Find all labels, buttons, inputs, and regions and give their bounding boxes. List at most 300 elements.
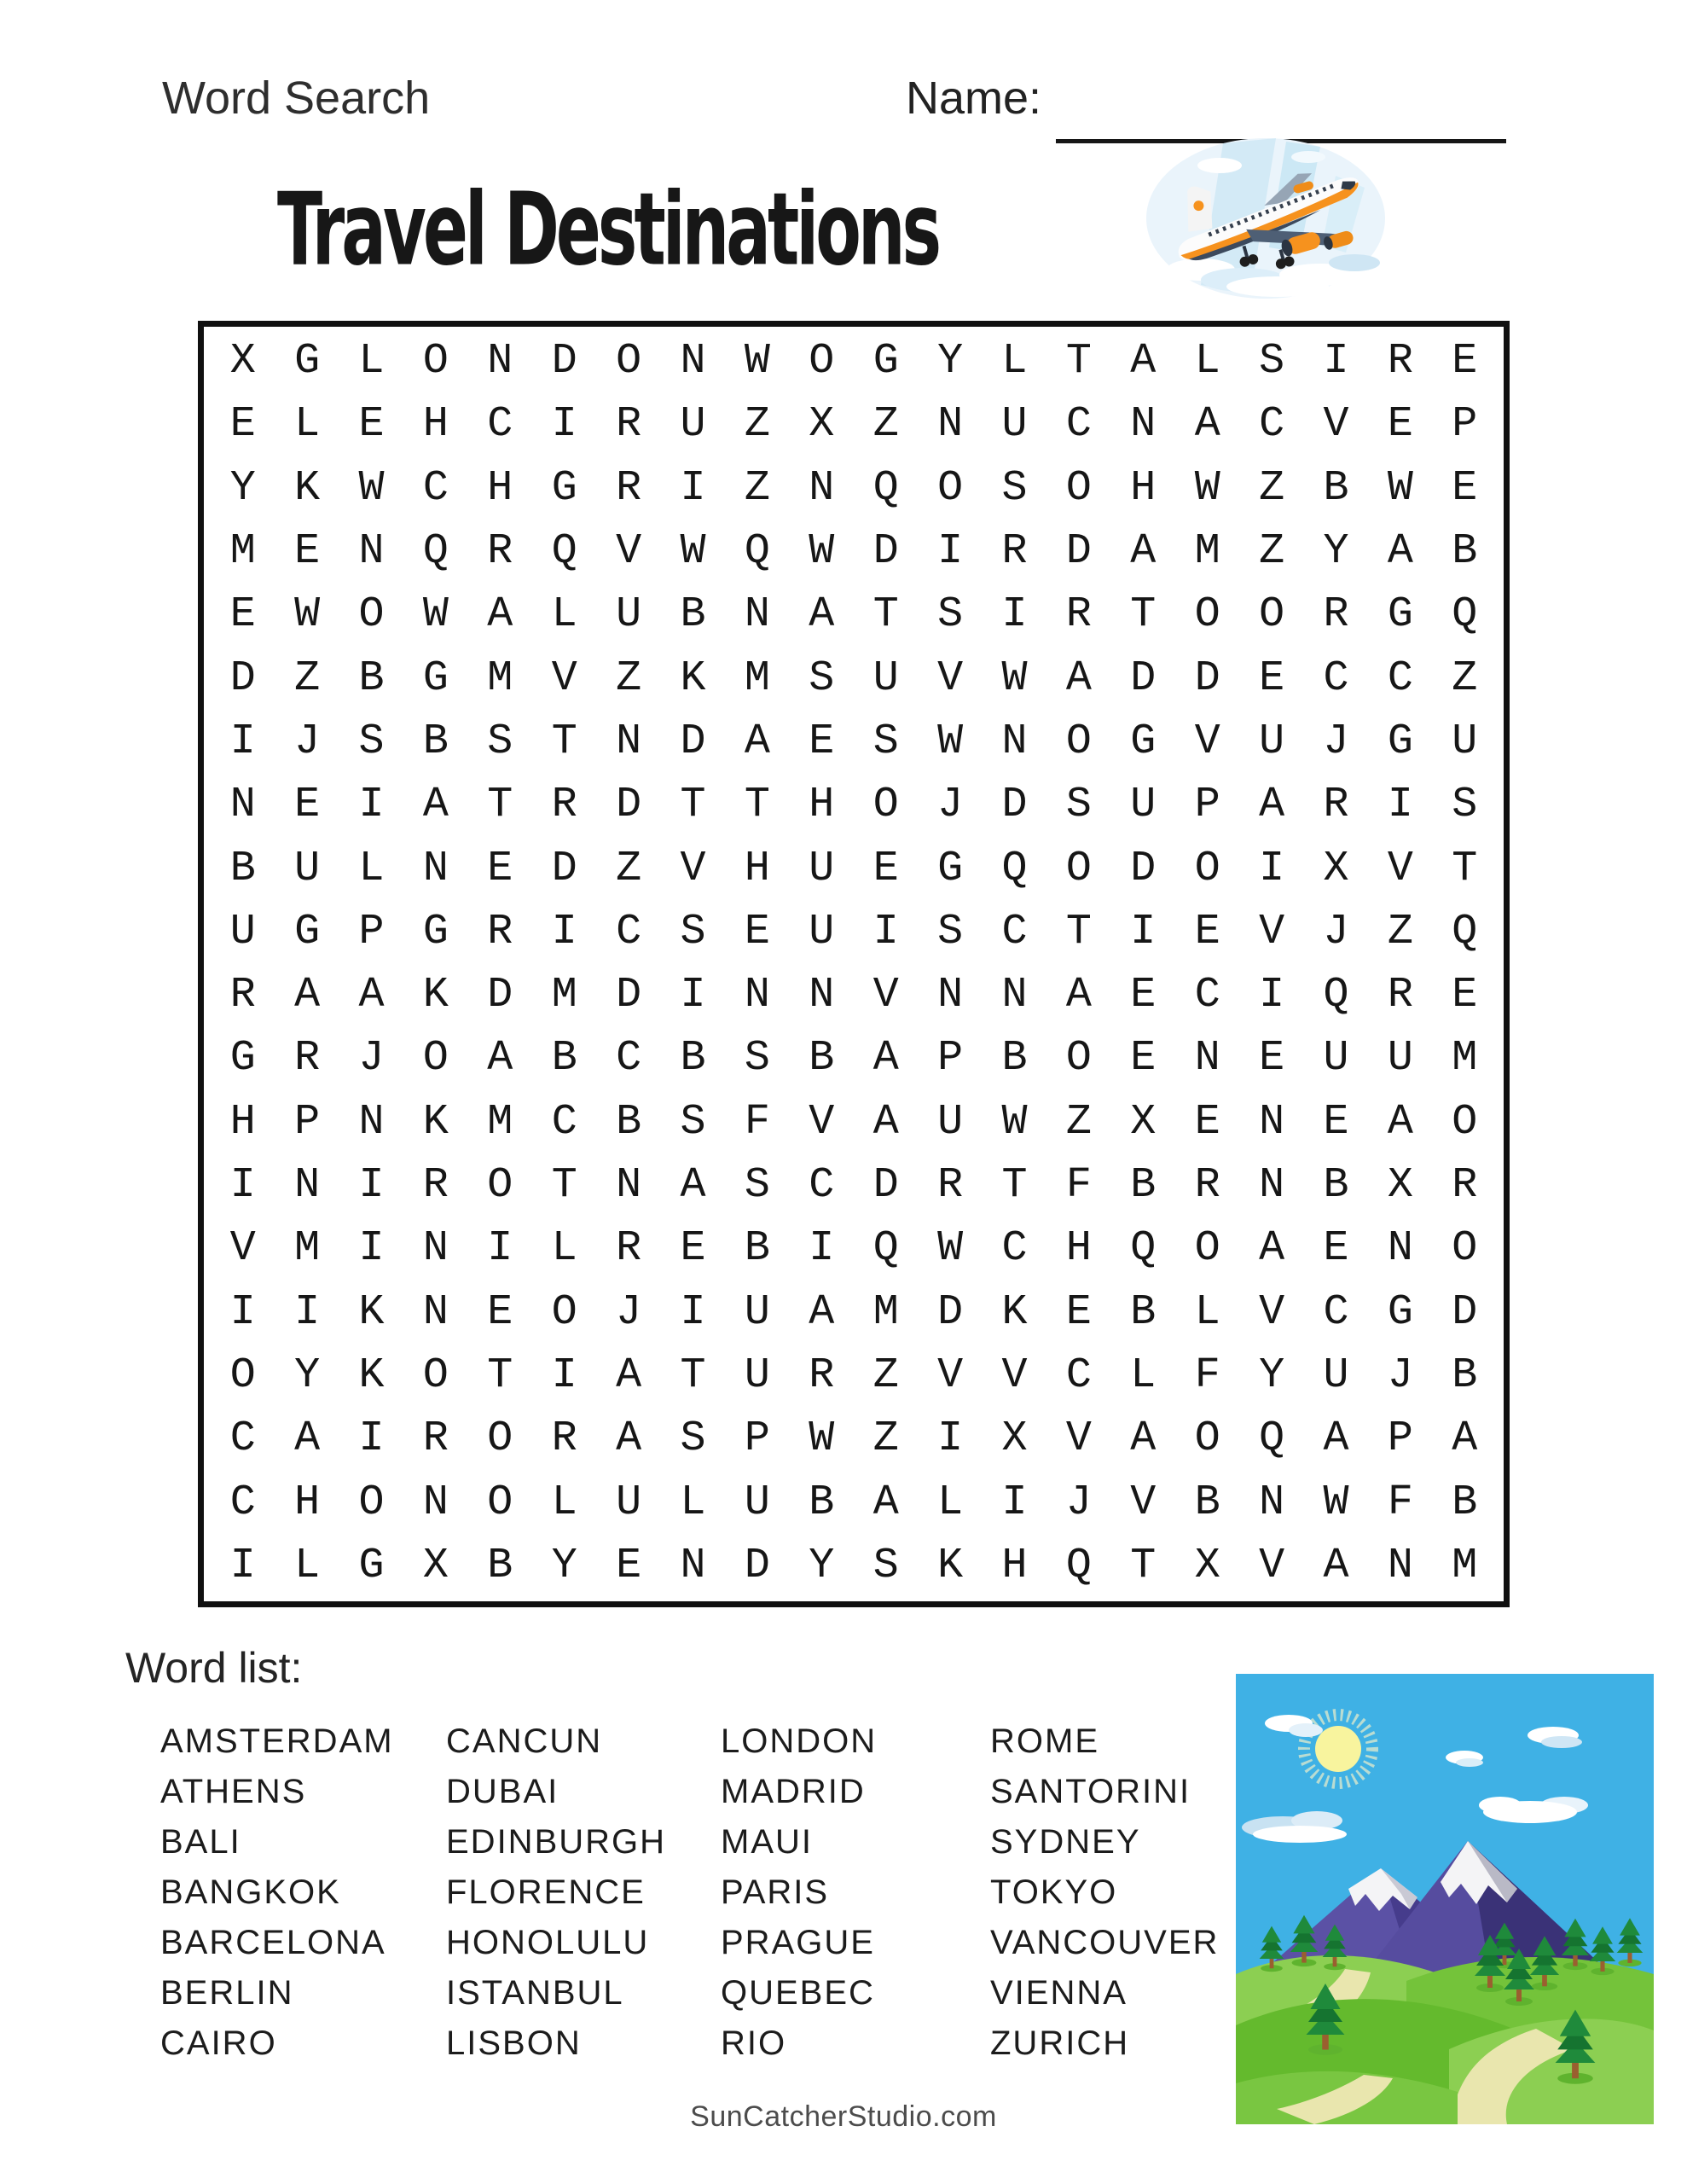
grid-letter: L <box>937 1478 964 1527</box>
grid-letter: C <box>1387 653 1413 703</box>
grid-letter: W <box>422 590 449 640</box>
airplane-illustration <box>1141 125 1390 305</box>
grid-letter: U <box>1259 717 1285 766</box>
grid-letter: N <box>294 1161 321 1211</box>
grid-letter: F <box>1065 1161 1092 1211</box>
grid-letter: E <box>1259 1034 1285 1083</box>
grid-letter: R <box>1323 590 1349 640</box>
grid-letter: Z <box>872 1414 899 1464</box>
grid-letter: V <box>1259 1287 1285 1337</box>
grid-letter: E <box>680 1224 706 1274</box>
word-list-item: SYDNEY <box>990 1823 1141 1861</box>
grid-letter: S <box>744 1161 770 1211</box>
grid-letter: O <box>872 781 899 830</box>
word-list-item: SANTORINI <box>990 1773 1191 1810</box>
grid-letter: O <box>551 1287 577 1337</box>
grid-letter: N <box>358 1097 385 1147</box>
grid-letter: G <box>294 337 321 386</box>
grid-letter: E <box>1130 971 1157 1020</box>
grid-letter: S <box>1452 781 1478 830</box>
grid-letter: R <box>1452 1161 1478 1211</box>
grid-letter: I <box>872 907 899 956</box>
grid-letter: G <box>1387 1287 1413 1337</box>
grid-letter: L <box>551 1224 577 1274</box>
grid-letter: E <box>1387 400 1413 450</box>
grid-letter: L <box>551 1478 577 1527</box>
word-list-item: FLORENCE <box>446 1873 646 1911</box>
grid-letter: U <box>744 1350 770 1400</box>
grid-letter: I <box>358 781 385 830</box>
grid-letter: E <box>1065 1287 1092 1337</box>
grid-letter: W <box>1001 1097 1028 1147</box>
grid-letter: B <box>809 1478 835 1527</box>
grid-letter: G <box>422 653 449 703</box>
grid-letter: Y <box>1323 527 1349 577</box>
grid-letter: I <box>294 1287 321 1337</box>
grid-letter: J <box>1065 1478 1092 1527</box>
grid-letter: R <box>1323 781 1349 830</box>
grid-letter: F <box>1387 1478 1413 1527</box>
grid-letter: Q <box>744 527 770 577</box>
grid-letter: T <box>1065 907 1092 956</box>
grid-letter: M <box>1452 1034 1478 1083</box>
hills <box>1236 1955 1654 2124</box>
grid-letter: E <box>809 717 835 766</box>
grid-letter: C <box>551 1097 577 1147</box>
grid-letter: T <box>680 781 706 830</box>
grid-letter: U <box>1323 1350 1349 1400</box>
grid-letter: O <box>1452 1224 1478 1274</box>
grid-letter: U <box>229 907 256 956</box>
grid-letter: N <box>422 1224 449 1274</box>
grid-letter: S <box>872 1541 899 1590</box>
grid-letter: N <box>1194 1034 1220 1083</box>
grid-letter: P <box>937 1034 964 1083</box>
word-list-item: ATHENS <box>160 1773 307 1810</box>
grid-letter: V <box>1001 1350 1028 1400</box>
grid-letter: K <box>1001 1287 1028 1337</box>
grid-letter: I <box>358 1414 385 1464</box>
grid-letter: N <box>616 1161 642 1211</box>
grid-letter: C <box>229 1414 256 1464</box>
grid-letter: O <box>1194 1414 1220 1464</box>
word-list-item: VIENNA <box>990 1974 1128 2012</box>
grid-letter: V <box>1130 1478 1157 1527</box>
grid-letter: G <box>229 1034 256 1083</box>
grid-letter: D <box>937 1287 964 1337</box>
grid-letter: E <box>744 907 770 956</box>
grid-letter: G <box>1387 717 1413 766</box>
grid-letter: N <box>1387 1224 1413 1274</box>
grid-letter: S <box>487 717 513 766</box>
grid-letter: V <box>229 1224 256 1274</box>
grid-letter: A <box>1387 527 1413 577</box>
grid-letter: T <box>1001 1161 1028 1211</box>
grid-letter: I <box>937 527 964 577</box>
grid-letter: Q <box>872 463 899 513</box>
grid-letter: L <box>1130 1350 1157 1400</box>
name-label: Name: <box>906 73 1042 124</box>
grid-letter: X <box>1130 1097 1157 1147</box>
grid-letter: T <box>744 781 770 830</box>
grid-letter: A <box>1323 1541 1349 1590</box>
grid-letter: V <box>551 653 577 703</box>
grid-letter: V <box>1387 844 1413 893</box>
grid-letter: Y <box>551 1541 577 1590</box>
grid-letter: Q <box>1452 590 1478 640</box>
grid-letter: B <box>1452 1350 1478 1400</box>
grid-letter: O <box>422 337 449 386</box>
grid-letter: C <box>487 400 513 450</box>
grid-letter: Q <box>1259 1414 1285 1464</box>
grid-letter: D <box>616 781 642 830</box>
grid-letter: B <box>1130 1287 1157 1337</box>
grid-letter: S <box>358 717 385 766</box>
grid-letter: S <box>680 1414 706 1464</box>
grid-letter: Z <box>744 400 770 450</box>
grid-letter: R <box>487 527 513 577</box>
grid-letter: A <box>294 1414 321 1464</box>
grid-letter: C <box>422 463 449 513</box>
grid-letter: E <box>294 781 321 830</box>
word-list-item: LISBON <box>446 2024 582 2062</box>
word-list-column <box>160 1716 394 2069</box>
grid-letter: E <box>1259 653 1285 703</box>
grid-letter: R <box>487 907 513 956</box>
word-list-item: TOKYO <box>990 1873 1118 1911</box>
grid-letter: T <box>1130 590 1157 640</box>
grid-letter: B <box>616 1097 642 1147</box>
grid-letter: Z <box>616 653 642 703</box>
grid-letter: X <box>1194 1541 1220 1590</box>
grid-letter: B <box>487 1541 513 1590</box>
grid-letter: N <box>1259 1161 1285 1211</box>
grid-letter: N <box>422 844 449 893</box>
grid-letter: E <box>1194 907 1220 956</box>
grid-letter: Z <box>294 653 321 703</box>
grid-letter: A <box>872 1478 899 1527</box>
grid-letter: Y <box>1259 1350 1285 1400</box>
grid-letter: N <box>616 717 642 766</box>
grid-letter: J <box>616 1287 642 1337</box>
grid-letter: A <box>809 1287 835 1337</box>
grid-letter: A <box>1259 781 1285 830</box>
grid-letter: H <box>809 781 835 830</box>
grid-letter: O <box>422 1034 449 1083</box>
grid-letter: Z <box>744 463 770 513</box>
grid-letter: S <box>809 653 835 703</box>
grid-letter: N <box>1387 1541 1413 1590</box>
grid-letter: Z <box>1452 653 1478 703</box>
grid-letter: I <box>1001 1478 1028 1527</box>
grid-letter: C <box>616 1034 642 1083</box>
grid-letter: C <box>1065 400 1092 450</box>
grid-letter: Q <box>1001 844 1028 893</box>
grid-letter: N <box>1001 717 1028 766</box>
grid-letter: I <box>487 1224 513 1274</box>
grid-letter: A <box>809 590 835 640</box>
grid-letter: X <box>809 400 835 450</box>
grid-letter: H <box>422 400 449 450</box>
grid-letter: P <box>358 907 385 956</box>
grid-letter: E <box>1323 1097 1349 1147</box>
grid-letter: P <box>1194 781 1220 830</box>
grid-letter: L <box>680 1478 706 1527</box>
word-list-item: DUBAI <box>446 1773 559 1810</box>
grid-letter: X <box>422 1541 449 1590</box>
word-list-item: BERLIN <box>160 1974 294 2012</box>
grid-letter: V <box>809 1097 835 1147</box>
grid-letter: T <box>872 590 899 640</box>
grid-letter: I <box>680 463 706 513</box>
grid-letter: A <box>680 1161 706 1211</box>
puzzle-grid <box>198 321 1510 1607</box>
word-search-label: Word Search <box>162 73 431 124</box>
grid-letter: N <box>744 971 770 1020</box>
grid-letter: C <box>1259 400 1285 450</box>
grid-letter: C <box>616 907 642 956</box>
grid-letter: A <box>1130 337 1157 386</box>
grid-letter: A <box>1130 1414 1157 1464</box>
word-list-item: PRAGUE <box>721 1924 875 1961</box>
grid-letter: L <box>1194 337 1220 386</box>
grid-letter: R <box>1065 590 1092 640</box>
word-list-item: LONDON <box>721 1722 878 1760</box>
grid-letter: M <box>294 1224 321 1274</box>
grid-letter: I <box>680 1287 706 1337</box>
grid-letter: D <box>872 527 899 577</box>
grid-letter: D <box>1194 653 1220 703</box>
grid-letter: B <box>229 844 256 893</box>
grid-letter: O <box>1194 1224 1220 1274</box>
grid-letter: M <box>872 1287 899 1337</box>
grid-letter: O <box>358 590 385 640</box>
grid-letter: P <box>1387 1414 1413 1464</box>
page-title: Travel Destinations <box>277 171 939 289</box>
word-list-item: MADRID <box>721 1773 866 1810</box>
grid-letter: N <box>680 1541 706 1590</box>
word-list-label: Word list: <box>125 1644 303 1692</box>
grid-letter: T <box>551 717 577 766</box>
grid-letter: Q <box>1452 907 1478 956</box>
grid-letter: W <box>294 590 321 640</box>
grid-letter: I <box>680 971 706 1020</box>
grid-letter: A <box>1065 653 1092 703</box>
grid-letter: G <box>358 1541 385 1590</box>
grid-letter: W <box>1323 1478 1349 1527</box>
grid-letter: V <box>680 844 706 893</box>
grid-letter: O <box>1194 590 1220 640</box>
grid-letter: T <box>680 1350 706 1400</box>
grid-letter: E <box>1323 1224 1349 1274</box>
grid-letter: S <box>680 907 706 956</box>
word-list-item: CANCUN <box>446 1722 603 1760</box>
grid-letter: H <box>1001 1541 1028 1590</box>
grid-letter: D <box>1130 844 1157 893</box>
grid-letter: V <box>616 527 642 577</box>
grid-letter: U <box>809 844 835 893</box>
grid-letter: J <box>294 717 321 766</box>
grid-letter: E <box>487 1287 513 1337</box>
grid-letter: Z <box>1259 527 1285 577</box>
grid-letter: B <box>422 717 449 766</box>
grid-letter: W <box>937 1224 964 1274</box>
grid-letter: D <box>551 337 577 386</box>
grid-letter: Q <box>1065 1541 1092 1590</box>
grid-letter: P <box>1452 400 1478 450</box>
grid-letter: N <box>937 400 964 450</box>
grid-letter: O <box>809 337 835 386</box>
grid-letter: B <box>551 1034 577 1083</box>
grid-letter: M <box>1194 527 1220 577</box>
grid-letter: Q <box>551 527 577 577</box>
grid-letter: U <box>1130 781 1157 830</box>
word-list-column <box>721 1716 877 2069</box>
grid-letter: R <box>616 463 642 513</box>
grid-letter: J <box>1387 1350 1413 1400</box>
grid-letter: N <box>229 781 256 830</box>
grid-letter: O <box>422 1350 449 1400</box>
grid-letter: W <box>680 527 706 577</box>
grid-letter: W <box>937 717 964 766</box>
mountain-icon <box>1236 1674 1654 2124</box>
grid-letter: U <box>872 653 899 703</box>
grid-letter: B <box>1452 1478 1478 1527</box>
word-list-item: VANCOUVER <box>990 1924 1220 1961</box>
grid-letter: V <box>872 971 899 1020</box>
grid-letter: W <box>1387 463 1413 513</box>
grid-letter: E <box>294 527 321 577</box>
grid-letter: R <box>551 1414 577 1464</box>
grid-letter: G <box>1130 717 1157 766</box>
grid-letter: R <box>1387 337 1413 386</box>
grid-letter: M <box>744 653 770 703</box>
grid-letter: Z <box>872 1350 899 1400</box>
word-list-item: AMSTERDAM <box>160 1722 394 1760</box>
grid-letter: N <box>358 527 385 577</box>
grid-letter: T <box>1130 1541 1157 1590</box>
grid-letter: E <box>1452 971 1478 1020</box>
grid-letter: M <box>487 653 513 703</box>
grid-letter: A <box>487 1034 513 1083</box>
grid-letter: W <box>809 1414 835 1464</box>
grid-letter: D <box>616 971 642 1020</box>
grid-letter: B <box>680 1034 706 1083</box>
grid-letter: T <box>487 781 513 830</box>
grid-letter: R <box>1001 527 1028 577</box>
grid-letter: B <box>1323 1161 1349 1211</box>
grid-letter: E <box>229 590 256 640</box>
grid-letter: R <box>551 781 577 830</box>
grid-letter: J <box>358 1034 385 1083</box>
grid-letter: O <box>1065 844 1092 893</box>
grid-letter: X <box>1001 1414 1028 1464</box>
grid-letter: I <box>229 717 256 766</box>
grid-letter: I <box>551 1350 577 1400</box>
grid-letter: O <box>1065 463 1092 513</box>
grid-letter: U <box>1001 400 1028 450</box>
grid-letter: E <box>872 844 899 893</box>
grid-letter: G <box>294 907 321 956</box>
grid-letter: T <box>1452 844 1478 893</box>
grid-letter: A <box>1323 1414 1349 1464</box>
grid-letter: Z <box>616 844 642 893</box>
grid-letter: A <box>422 781 449 830</box>
word-list-item: BANGKOK <box>160 1873 341 1911</box>
grid-letter: S <box>937 907 964 956</box>
grid-letter: U <box>809 907 835 956</box>
grid-letter: N <box>937 971 964 1020</box>
grid-letter: P <box>744 1414 770 1464</box>
grid-letter: D <box>744 1541 770 1590</box>
grid-letter: W <box>358 463 385 513</box>
grid-letter: I <box>1130 907 1157 956</box>
grid-letter: L <box>1194 1287 1220 1337</box>
grid-letter: I <box>1387 781 1413 830</box>
grid-letter: S <box>872 717 899 766</box>
grid-letter: E <box>487 844 513 893</box>
word-list-item: RIO <box>721 2024 787 2062</box>
grid-letter: S <box>1259 337 1285 386</box>
grid-letter: G <box>422 907 449 956</box>
grid-letter: O <box>1452 1097 1478 1147</box>
grid-letter: K <box>422 971 449 1020</box>
grid-letter: W <box>809 527 835 577</box>
grid-letter: V <box>1194 717 1220 766</box>
grid-letter: U <box>744 1478 770 1527</box>
airplane-icon <box>1141 125 1390 305</box>
grid-letter: A <box>616 1350 642 1400</box>
grid-letter: S <box>1001 463 1028 513</box>
grid-letter: F <box>744 1097 770 1147</box>
grid-letter: R <box>1387 971 1413 1020</box>
grid-letter: H <box>1065 1224 1092 1274</box>
word-list-item: ZURICH <box>990 2024 1130 2062</box>
grid-letter: R <box>422 1414 449 1464</box>
grid-letter: M <box>487 1097 513 1147</box>
grid-letter: I <box>358 1161 385 1211</box>
grid-letter: D <box>1001 781 1028 830</box>
grid-letter: D <box>680 717 706 766</box>
grid-letter: U <box>294 844 321 893</box>
grid-letter: M <box>229 527 256 577</box>
grid-letter: T <box>1065 337 1092 386</box>
grid-letter: U <box>937 1097 964 1147</box>
grid-letter: K <box>937 1541 964 1590</box>
word-list-item: BALI <box>160 1823 241 1861</box>
grid-letter: I <box>1001 590 1028 640</box>
grid-letter: E <box>1130 1034 1157 1083</box>
word-list-item: PARIS <box>721 1873 830 1911</box>
grid-letter: H <box>1130 463 1157 513</box>
grid-letter: J <box>937 781 964 830</box>
grid-letter: C <box>229 1478 256 1527</box>
grid-letter: Y <box>294 1350 321 1400</box>
grid-letter: X <box>1323 844 1349 893</box>
grid-letter: G <box>872 337 899 386</box>
grid-letter: E <box>1452 337 1478 386</box>
grid-letter: V <box>937 653 964 703</box>
grid-letter: P <box>294 1097 321 1147</box>
grid-letter: O <box>1065 1034 1092 1083</box>
grid-letter: Y <box>809 1541 835 1590</box>
site-credit: SunCatcherStudio.com <box>690 2100 997 2133</box>
grid-letter: Q <box>1323 971 1349 1020</box>
grid-letter: S <box>1065 781 1092 830</box>
grid-letter: E <box>358 400 385 450</box>
grid-letter: N <box>1130 400 1157 450</box>
grid-letter: W <box>1001 653 1028 703</box>
